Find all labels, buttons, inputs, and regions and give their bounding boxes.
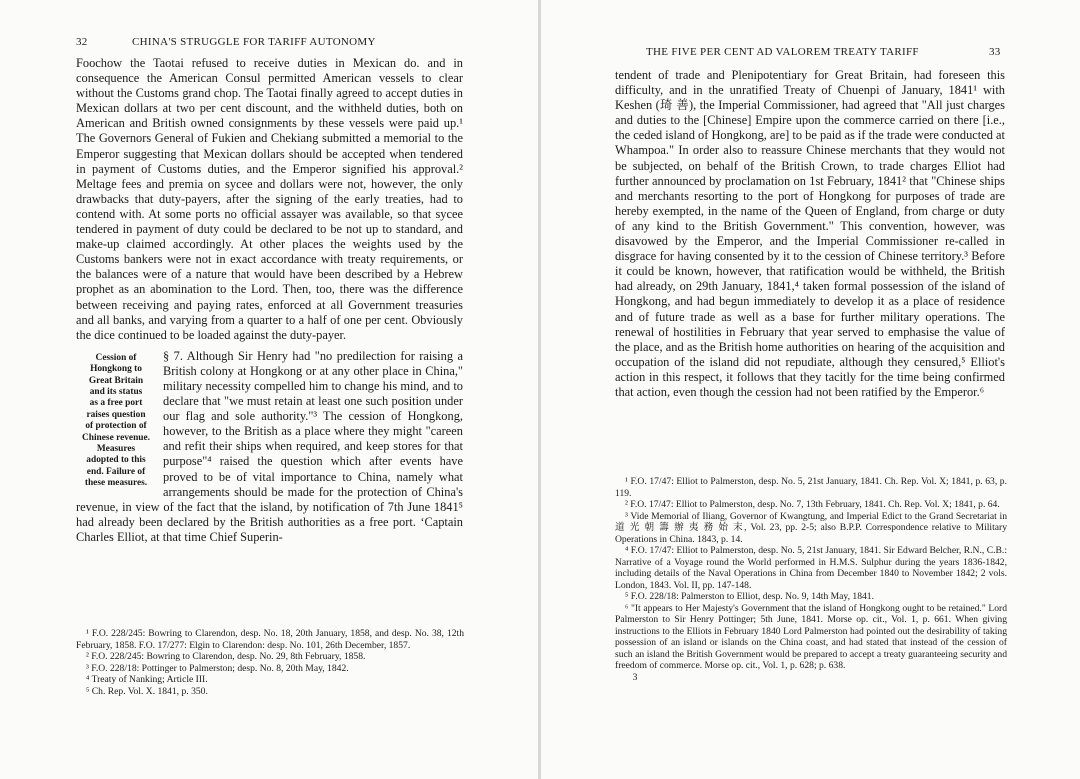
footnote: ² F.O. 228/245: Bowring to Clarendon, desp. No. 29, 8th February, 1858. <box>86 651 366 662</box>
page-number: 33 <box>989 46 1001 58</box>
footnote: ⁴ Treaty of Nanking; Article III. <box>86 674 208 685</box>
footnote: ³ F.O. 228/18: Pottinger to Palmerston; desp. No. 8, 20th May, 1842. <box>86 662 349 674</box>
paragraph: tendent of trade and Plenipotentiary for Great Britain, had foreseen this difficulty, and in the unratified Treaty of Chuenpi of January, 1841¹ with Keshen (琦 善), the Imperial Commissioner, had agreed that "All just charges and duties to the [Chinese] Empire upon the commerce carried on there [i.e., the ceded island of Hongkong, are] to be paid as if the trade were conducted at Whampoa." In order also to reassure Chinese merchants that they would not be subjected, on behalf of the British Crown, to trade charges Elliot had further announced by proclamation on 1st February, 1841² that "Chinese ships and merchants resorting to the port of Hongkong for purposes of trade are hereby exempted, in the name of the Queen of England, from charge or duty of any kind to the British Government." This convention, however, was disavowed by the Emperor, and the Imperial Commissioner re-called in disgrace for having consented by it to the cession of Chinese territory.³ Before it could be known, however, that ratification would be withheld, the British had already, on 29th January, 1841,⁴ taken formal possession of the island of Hongkong, and had begun immediately to develop it as a place of residence and of future trade as well as a base for further military operations. The renewal of hostilities in February that year served to emphasise the value of the place, and as the British home authorities on hearing of the acquisition and occupation of the island did not repudiate, although they censured,⁵ Elliot's action in this respect, it follows that they tacitly for the time being confirmed that action, even though the cession had not been ratified by the Emperor.⁶ <box>615 68 1005 399</box>
margin-note-line: adopted to this <box>86 455 146 466</box>
margin-note-line: Measures <box>96 444 136 455</box>
paragraph: Foochow the Taotai refused to receive duties in Mexican do. and in consequence the American Consul permitted American vessels to clear without the Customs grand chop. The Taotai finally agreed to accept duties in Mexican dollars at two per cent discount, and the withheld duties, both on American and British owned consignments by these vessels were paid up.¹ The Governors General of Fukien and Chekiang submitted a memorial to the Emperor suggesting that Mexican dollars should be accepted when tendered in payment of Customs duties, and the Emperor signified his approval.² Meltage fees and premia on sycee and dollars were not, however, the only drawbacks that duty-payers, after the signing of the early treaties, had to contend with. At some ports no official assayer was available, so that sycee tendered in payment of duty could be declared to be not up to standard, and make-up claimed accordingly. At other places the weights used by the Customs bankers were not in exact accordance with treaty requirements, or the balances were of a nature that would have been described by a Hebrew prophet as an abomination to the Lord. Then, too, there was the difference between receiving and paying rates, enforced at all Government treasuries and all banks, and varying from a quarter to a half of one per cent. Obviously the dice continued to be loaded against the duty-payer. <box>76 56 463 342</box>
signature-mark: 3 <box>632 671 638 683</box>
footnote: ⁵ F.O. 228/18: Palmerston to Elliot, desp. No. 9, 14th May, 1841. <box>625 591 874 602</box>
margin-note-line: these measures. <box>84 478 148 489</box>
footnote: ⁵ Ch. Rep. Vol. X. 1841, p. 350. <box>86 685 208 697</box>
footnote: ² F.O. 17/47: Elliot to Palmerston, desp. No. 7, 13th February, 1841. Ch. Rep. Vol. X; 1841, p. 64. <box>625 499 1000 510</box>
footnotes <box>615 476 1007 683</box>
footnote: ¹ F.O. 228/245: Bowring to Clarendon, desp. No. 18, 20th January, 1858, and desp. No. 38, 12th February, 1858. F.O. 17/277: Elgin to Clarendon: desp. No. 101, 26th December, 1857. <box>76 628 464 651</box>
paragraph: § 7. Although Sir Henry had "no predilection for raising a British colony at Hongkong or at any other place in China," military necessity compelled him to change his mind, and to declare that "we must retain at least one such position under our flag and sole authority."³ The cession of Hongkong, however, to the British as a place where they might "careen and refit their ships when required, and keep stores for that purpose"⁴ raised the question which after events have proved to be of vital importance to China, namely what arrangements should be made for the protection of China's revenue, in view of the fact that the island, by notification of 7th June 1841⁵ had already been declared by the British authorities as a free port. ʻCaptain Charles Elliot, at that time Chief Superin- <box>76 348 463 544</box>
body-text <box>76 56 463 545</box>
margin-note-line: as a free port <box>89 398 143 409</box>
section-7 <box>76 349 463 545</box>
book-gutter <box>538 0 541 779</box>
footnotes <box>76 628 464 697</box>
body-text <box>615 68 1005 400</box>
right-page <box>543 0 1080 779</box>
page-number: 32 <box>76 36 88 48</box>
footnote: ⁴ F.O. 17/47: Elliot to Palmerston, desp. No. 5, 21st January, 1841. Sir Edward Belcher, R.N., C.B.: Narrative of a Voyage round the World performed in H.M.S. Sulphur during the years 1836-1842, including details of the Naval Operations in China from December 1840 to November 1842; 2 vols. London, 1843. Vol. II, pp. 147-148. <box>615 545 1007 591</box>
running-head: THE FIVE PER CENT AD VALOREM TREATY TARIFF <box>646 46 919 58</box>
margin-note-line: and its status <box>89 387 143 397</box>
margin-note-line: Chinese revenue. <box>81 432 151 443</box>
margin-note-line: Hongkong to <box>90 364 142 375</box>
running-head: CHINA'S STRUGGLE FOR TARIFF AUTONOMY <box>132 36 376 48</box>
margin-note-line: end. Failure of <box>86 466 146 477</box>
margin-note-line: Cession of <box>95 352 137 363</box>
margin-note-line: Great Britain <box>88 375 144 386</box>
margin-note-line: raises question <box>86 409 146 420</box>
left-page <box>0 0 536 779</box>
footnote: ³ Vide Memorial of Iliang, Governor of Kwangtung, and Imperial Edict to the Grand Secretariat in 道 光 朝 籌 辦 夷 務 始 末, Vol. 23, pp. 2-5; also B.P.P. Correspondence relative to Military Operations in China. 1843, p. 14. <box>615 510 1007 545</box>
margin-note <box>76 353 156 490</box>
footnote: ⁶ "It appears to Her Majesty's Government that the island of Hongkong ought to be retained." Lord Palmerston to Sir Henry Pottinger; 5th June, 1841. Morse op. cit., Vol. 1, p. 661. When giving instructions to the Elliots in February 1840 Lord Palmerston had pointed out the desirability of taking possession of an island or islands on the China coast, and had stated that instead of the cession of such an island the British Government would be prepared to accept a treaty guaranteeing security and freedom of commerce. Morse op. cit., Vol. 1, p. 628; p. 638. <box>615 602 1007 671</box>
margin-note-line: of protection of <box>85 421 147 432</box>
footnote: ¹ F.O. 17/47: Elliot to Palmerston, desp. No. 5, 21st January, 1841. Ch. Rep. Vol. X; 1841, p. 63, p. 119. <box>615 476 1007 499</box>
